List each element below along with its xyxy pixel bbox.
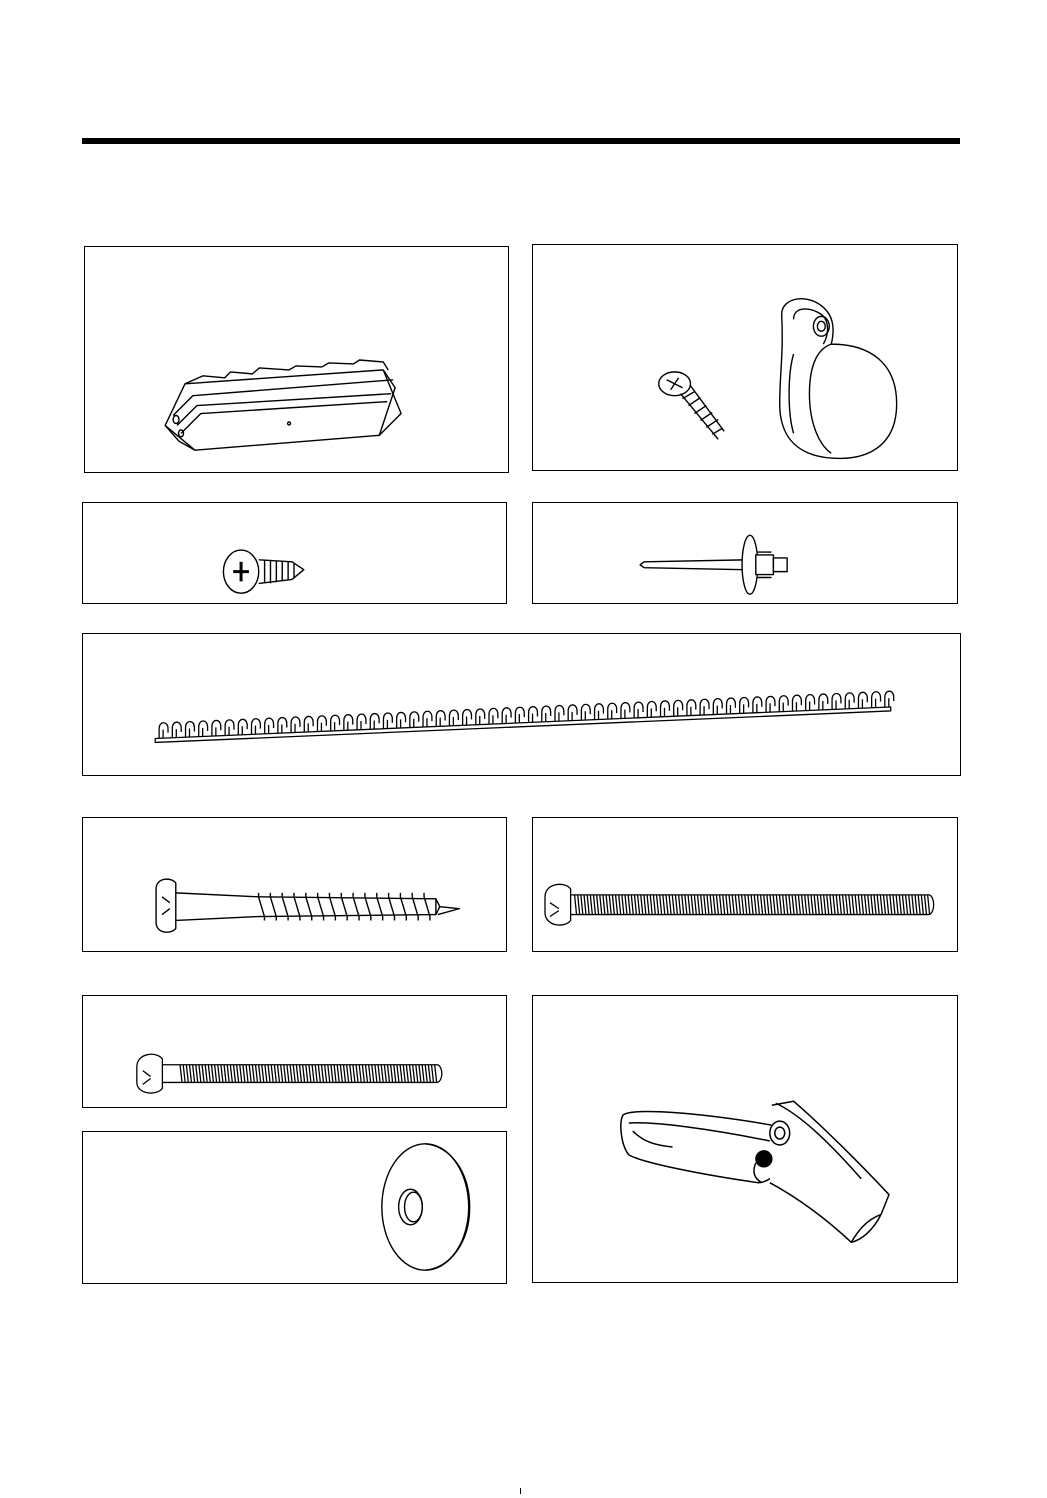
header-rule [82, 138, 960, 144]
long-bolt-icon [533, 818, 957, 951]
panel-blind-rivet [532, 502, 958, 604]
bolt-icon [83, 996, 506, 1107]
washer-icon [83, 1132, 506, 1283]
panel-toggle-anchor [532, 995, 958, 1283]
panel-long-machine-bolt [532, 817, 958, 952]
panel-mounting-bracket [84, 246, 509, 473]
panel-machine-bolt [82, 995, 507, 1108]
screw-and-clip-icon [533, 245, 957, 470]
mounting-bracket-icon [85, 247, 508, 472]
toggle-anchor-icon [533, 996, 957, 1282]
panel-sheet-metal-screw [82, 502, 507, 604]
panel-cable-comb-strip [82, 633, 961, 776]
lag-screw-icon [83, 818, 506, 951]
page-footer-mark [520, 1488, 521, 1494]
comb-strip-icon [83, 634, 960, 775]
panel-lag-screw [82, 817, 507, 952]
panel-flat-washer [82, 1131, 507, 1284]
sheet-metal-screw-icon [83, 503, 506, 603]
panel-screw-and-cable-clip [532, 244, 958, 471]
rivet-icon [533, 503, 957, 603]
